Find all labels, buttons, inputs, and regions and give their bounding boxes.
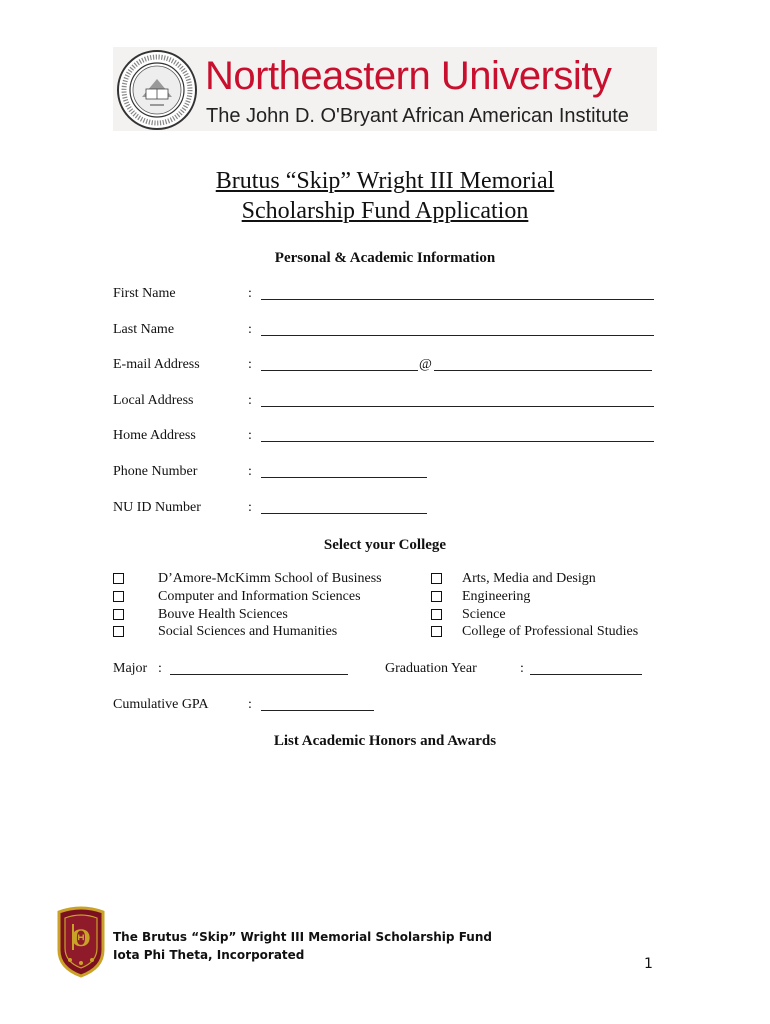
footer-text xyxy=(113,928,492,964)
university-seal-icon xyxy=(116,49,198,131)
college-checkbox-arts-media[interactable] xyxy=(431,573,442,584)
section-heading-honors: List Academic Honors and Awards xyxy=(273,733,497,749)
home-address-field[interactable] xyxy=(261,441,654,442)
field-separator: : xyxy=(248,464,252,479)
college-checkbox-health-sciences[interactable] xyxy=(113,609,124,620)
form-title-line-1: Brutus “Skip” Wright III Memorial xyxy=(215,168,555,194)
last-name-label: Last Name xyxy=(113,322,175,337)
college-checkbox-social-sciences[interactable] xyxy=(113,626,124,637)
field-separator: : xyxy=(248,357,252,372)
footer-organization: Iota Phi Theta, Incorporated xyxy=(113,948,305,962)
field-separator: : xyxy=(248,697,252,712)
field-separator: : xyxy=(248,500,252,515)
field-separator: : xyxy=(158,661,162,676)
college-option-arts-media: Arts, Media and Design xyxy=(462,571,596,586)
email-at-sign: @ xyxy=(419,357,432,372)
field-separator: : xyxy=(248,393,252,408)
graduation-year-field[interactable] xyxy=(530,674,642,675)
email-user-field[interactable] xyxy=(261,370,418,371)
major-label: Major xyxy=(113,661,148,676)
section-heading-college: Select your College xyxy=(323,537,447,553)
field-separator: : xyxy=(248,428,252,443)
svg-text:Θ: Θ xyxy=(71,926,91,952)
last-name-field[interactable] xyxy=(261,335,654,336)
phone-number-label: Phone Number xyxy=(113,464,198,479)
home-address-label: Home Address xyxy=(113,428,196,443)
university-name: Northeastern University xyxy=(205,54,612,98)
college-checkbox-computer-science[interactable] xyxy=(113,591,124,602)
email-label: E-mail Address xyxy=(113,357,200,372)
nu-id-field[interactable] xyxy=(261,513,427,514)
local-address-field[interactable] xyxy=(261,406,654,407)
college-checkbox-science[interactable] xyxy=(431,609,442,620)
major-field[interactable] xyxy=(170,674,348,675)
local-address-label: Local Address xyxy=(113,393,194,408)
honors-awards-area[interactable] xyxy=(113,756,654,906)
email-domain-field[interactable] xyxy=(434,370,652,371)
field-separator: : xyxy=(248,286,252,301)
college-option-computer-science: Computer and Information Sciences xyxy=(158,589,361,604)
institute-name: The John D. O'Bryant African American Institute xyxy=(206,105,629,127)
graduation-year-label: Graduation Year xyxy=(385,661,477,676)
college-option-business: D’Amore-McKimm School of Business xyxy=(158,571,382,586)
college-checkbox-professional-studies[interactable] xyxy=(431,626,442,637)
college-option-engineering: Engineering xyxy=(462,589,531,604)
college-option-science: Science xyxy=(462,607,506,622)
first-name-label: First Name xyxy=(113,286,176,301)
section-heading-personal: Personal & Academic Information xyxy=(274,250,496,266)
form-title-line-2: Scholarship Fund Application xyxy=(241,198,529,224)
gpa-field[interactable] xyxy=(261,710,374,711)
fraternity-crest-icon xyxy=(55,906,107,978)
field-separator: : xyxy=(520,661,524,676)
college-option-social-sciences: Social Sciences and Humanities xyxy=(158,624,338,639)
first-name-field[interactable] xyxy=(261,299,654,300)
footer-fund-name: The Brutus “Skip” Wright III Memorial Scholarship Fund xyxy=(113,930,492,944)
gpa-label: Cumulative GPA xyxy=(113,697,209,712)
college-checkbox-engineering[interactable] xyxy=(431,591,442,602)
college-checkbox-business[interactable] xyxy=(113,573,124,584)
nu-id-label: NU ID Number xyxy=(113,500,201,515)
college-option-health-sciences: Bouve Health Sciences xyxy=(158,607,288,622)
college-option-professional-studies: College of Professional Studies xyxy=(462,624,639,639)
page-number: 1 xyxy=(644,956,653,972)
field-separator: : xyxy=(248,322,252,337)
phone-number-field[interactable] xyxy=(261,477,427,478)
